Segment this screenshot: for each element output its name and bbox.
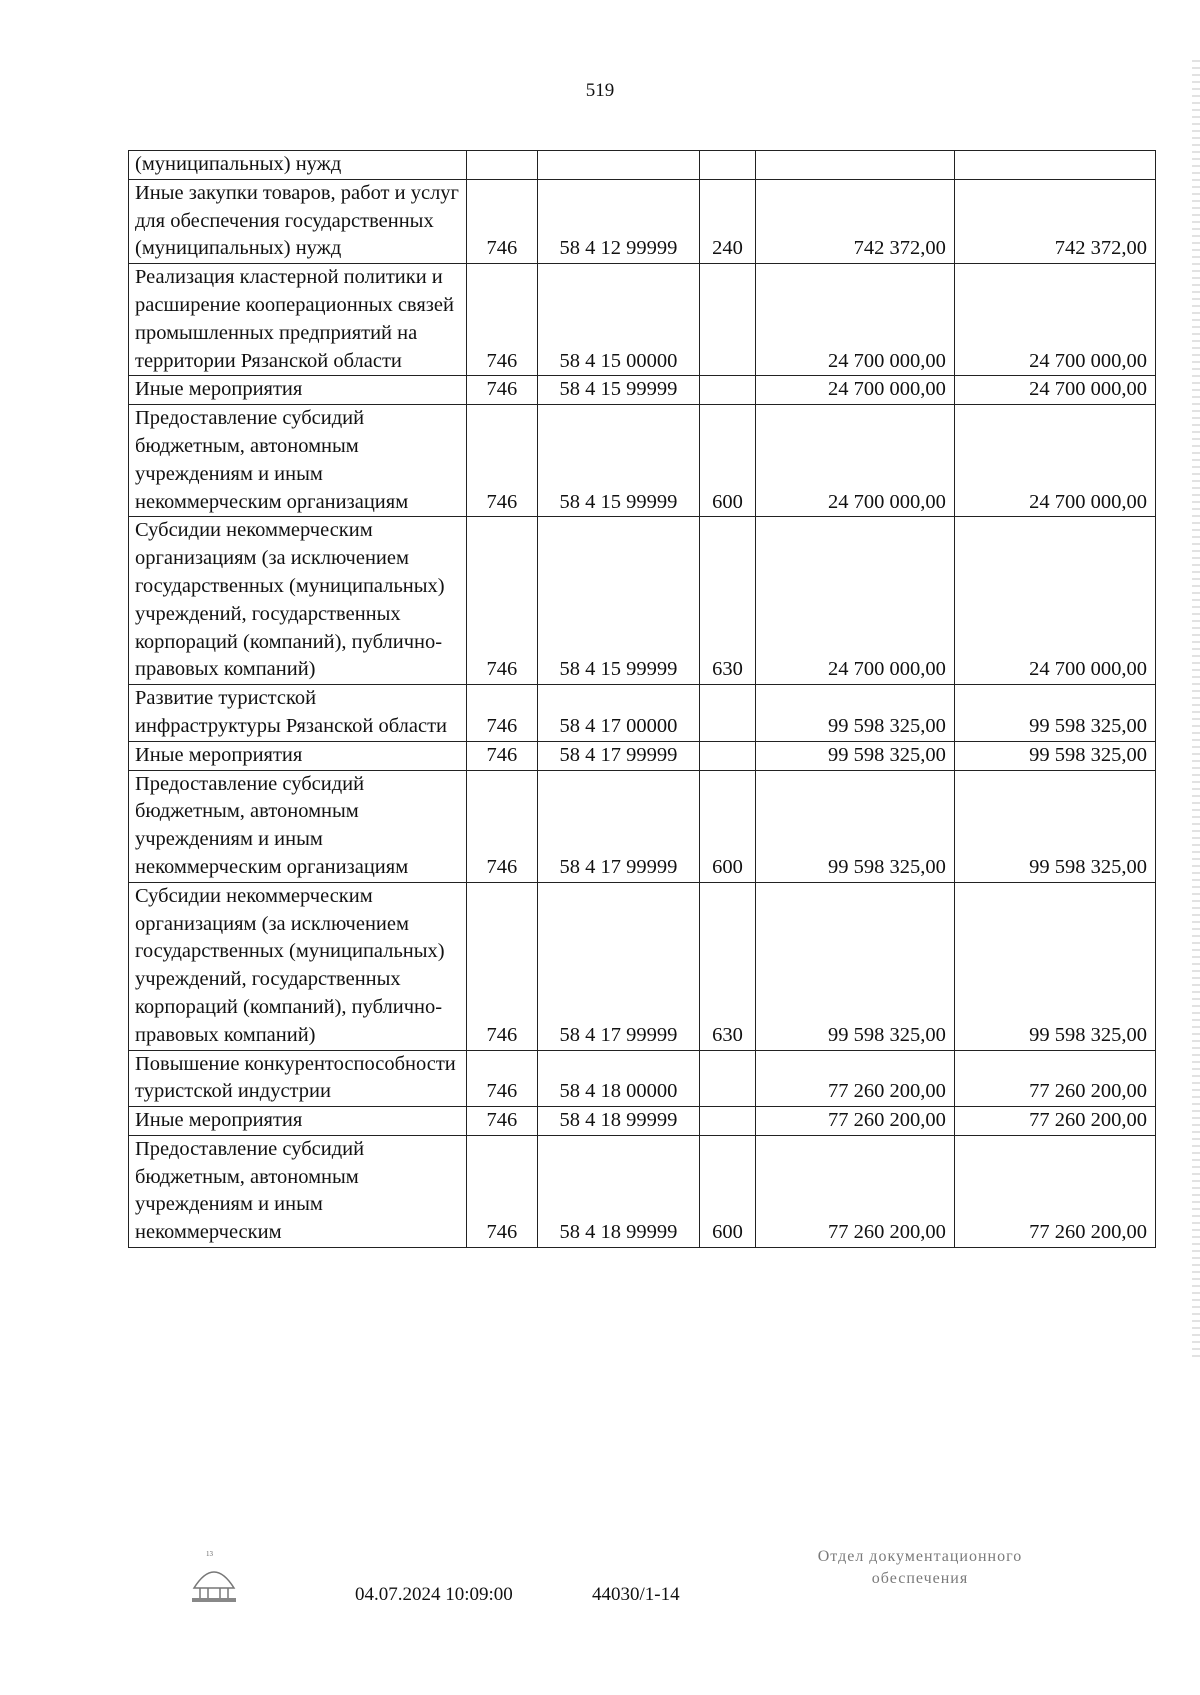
row-vr-cell: 240: [700, 179, 756, 263]
row-name-cell: Предоставление субсидий бюджетным, автономным учреждениям и иным некоммерческим организациям: [129, 405, 467, 517]
table-row: [129, 179, 1156, 263]
row-gr-cell: 746: [467, 517, 538, 685]
row-cs-cell: 58 4 15 99999: [537, 405, 700, 517]
row-name-cell: Предоставление субсидий бюджетным, автономным учреждениям и иным некоммерческим организациям: [129, 770, 467, 882]
scan-edge-marks: [1192, 60, 1200, 1360]
row-name-cell: Развитие туристской инфраструктуры Рязанской области: [129, 685, 467, 742]
table-row: [129, 151, 1156, 180]
row-cs-cell: 58 4 15 00000: [537, 264, 700, 376]
row-vr-cell: 600: [700, 1135, 756, 1247]
row-sum2-cell: 24 700 000,00: [954, 405, 1155, 517]
row-gr-cell: 746: [467, 376, 538, 405]
row-name-cell: Реализация кластерной политики и расширение кооперационных связей промышленных предприятий на территории Рязанской области: [129, 264, 467, 376]
row-name-cell: Иные закупки товаров, работ и услуг для обеспечения государственных (муниципальных) нужд: [129, 179, 467, 263]
row-vr-cell: [700, 1050, 756, 1107]
row-sum1-cell: 742 372,00: [755, 179, 954, 263]
row-name-cell: (муниципальных) нужд: [129, 151, 467, 180]
row-sum1-cell: 24 700 000,00: [755, 376, 954, 405]
row-name-cell: Иные мероприятия: [129, 1107, 467, 1136]
row-gr-cell: 746: [467, 685, 538, 742]
table-row: [129, 517, 1156, 685]
footer-datetime: 04.07.2024 10:09:00: [355, 1584, 513, 1605]
row-sum1-cell: 99 598 325,00: [755, 685, 954, 742]
table-row: [129, 882, 1156, 1050]
row-vr-cell: [700, 1107, 756, 1136]
row-sum1-cell: 99 598 325,00: [755, 741, 954, 770]
row-gr-cell: [467, 151, 538, 180]
row-cs-cell: 58 4 15 99999: [537, 517, 700, 685]
row-cs-cell: 58 4 18 99999: [537, 1135, 700, 1247]
row-vr-cell: 600: [700, 405, 756, 517]
row-cs-cell: [537, 151, 700, 180]
row-gr-cell: 746: [467, 741, 538, 770]
footer-doc-number: 44030/1-14: [592, 1584, 680, 1605]
row-cs-cell: 58 4 15 99999: [537, 376, 700, 405]
row-cs-cell: 58 4 18 00000: [537, 1050, 700, 1107]
row-cs-cell: 58 4 17 99999: [537, 882, 700, 1050]
row-vr-cell: 630: [700, 517, 756, 685]
row-name-cell: Субсидии некоммерческим организациям (за исключением государственных (муниципальных) учреждений, государственных корпораций (компаний), публично-правовых компаний): [129, 517, 467, 685]
row-gr-cell: 746: [467, 264, 538, 376]
row-sum1-cell: 24 700 000,00: [755, 264, 954, 376]
row-name-cell: Субсидии некоммерческим организациям (за исключением государственных (муниципальных) учреждений, государственных корпораций (компаний), публично-правовых компаний): [129, 882, 467, 1050]
row-sum1-cell: 77 260 200,00: [755, 1050, 954, 1107]
row-cs-cell: 58 4 18 99999: [537, 1107, 700, 1136]
department-stamp: [780, 1546, 1060, 1590]
row-sum1-cell: 77 260 200,00: [755, 1135, 954, 1247]
table-row: [129, 1050, 1156, 1107]
row-sum1-cell: 77 260 200,00: [755, 1107, 954, 1136]
table-row: [129, 376, 1156, 405]
row-sum2-cell: 99 598 325,00: [954, 685, 1155, 742]
row-vr-cell: [700, 151, 756, 180]
row-cs-cell: 58 4 17 99999: [537, 741, 700, 770]
row-sum1-cell: 99 598 325,00: [755, 770, 954, 882]
row-vr-cell: 630: [700, 882, 756, 1050]
budget-table: [128, 150, 1156, 1248]
row-sum2-cell: [954, 151, 1155, 180]
stamp-line-1: Отдел документационного: [817, 1548, 1023, 1565]
row-cs-cell: 58 4 17 00000: [537, 685, 700, 742]
row-sum2-cell: 742 372,00: [954, 179, 1155, 263]
row-sum2-cell: 99 598 325,00: [954, 741, 1155, 770]
row-cs-cell: 58 4 12 99999: [537, 179, 700, 263]
table-row: [129, 264, 1156, 376]
row-gr-cell: 746: [467, 179, 538, 263]
row-vr-cell: [700, 264, 756, 376]
row-sum1-cell: 24 700 000,00: [755, 517, 954, 685]
row-sum2-cell: 99 598 325,00: [954, 882, 1155, 1050]
page-number: 519: [585, 80, 615, 101]
table-row: [129, 741, 1156, 770]
svg-text:13: 13: [206, 1550, 213, 1558]
row-gr-cell: 746: [467, 1135, 538, 1247]
row-gr-cell: 746: [467, 405, 538, 517]
table-row: [129, 770, 1156, 882]
row-sum1-cell: 24 700 000,00: [755, 405, 954, 517]
row-name-cell: Иные мероприятия: [129, 741, 467, 770]
table-row: [129, 1135, 1156, 1247]
row-sum1-cell: 99 598 325,00: [755, 882, 954, 1050]
row-sum2-cell: 77 260 200,00: [954, 1050, 1155, 1107]
row-vr-cell: [700, 685, 756, 742]
row-sum2-cell: 24 700 000,00: [954, 264, 1155, 376]
row-gr-cell: 746: [467, 882, 538, 1050]
row-vr-cell: [700, 741, 756, 770]
row-name-cell: Иные мероприятия: [129, 376, 467, 405]
stamp-line-2: обеспечения: [871, 1570, 969, 1587]
table-row: [129, 405, 1156, 517]
row-sum2-cell: 77 260 200,00: [954, 1135, 1155, 1247]
row-sum1-cell: [755, 151, 954, 180]
table-row: [129, 685, 1156, 742]
row-name-cell: Предоставление субсидий бюджетным, автономным учреждениям и иным некоммерческим: [129, 1135, 467, 1247]
row-gr-cell: 746: [467, 770, 538, 882]
row-sum2-cell: 24 700 000,00: [954, 517, 1155, 685]
row-gr-cell: 746: [467, 1050, 538, 1107]
table-row: [129, 1107, 1156, 1136]
row-gr-cell: 746: [467, 1107, 538, 1136]
row-vr-cell: 600: [700, 770, 756, 882]
row-sum2-cell: 99 598 325,00: [954, 770, 1155, 882]
row-sum2-cell: 24 700 000,00: [954, 376, 1155, 405]
row-name-cell: Повышение конкурентоспособности туристской индустрии: [129, 1050, 467, 1107]
row-vr-cell: [700, 376, 756, 405]
duma-emblem-icon: [186, 1548, 242, 1606]
row-cs-cell: 58 4 17 99999: [537, 770, 700, 882]
row-sum2-cell: 77 260 200,00: [954, 1107, 1155, 1136]
